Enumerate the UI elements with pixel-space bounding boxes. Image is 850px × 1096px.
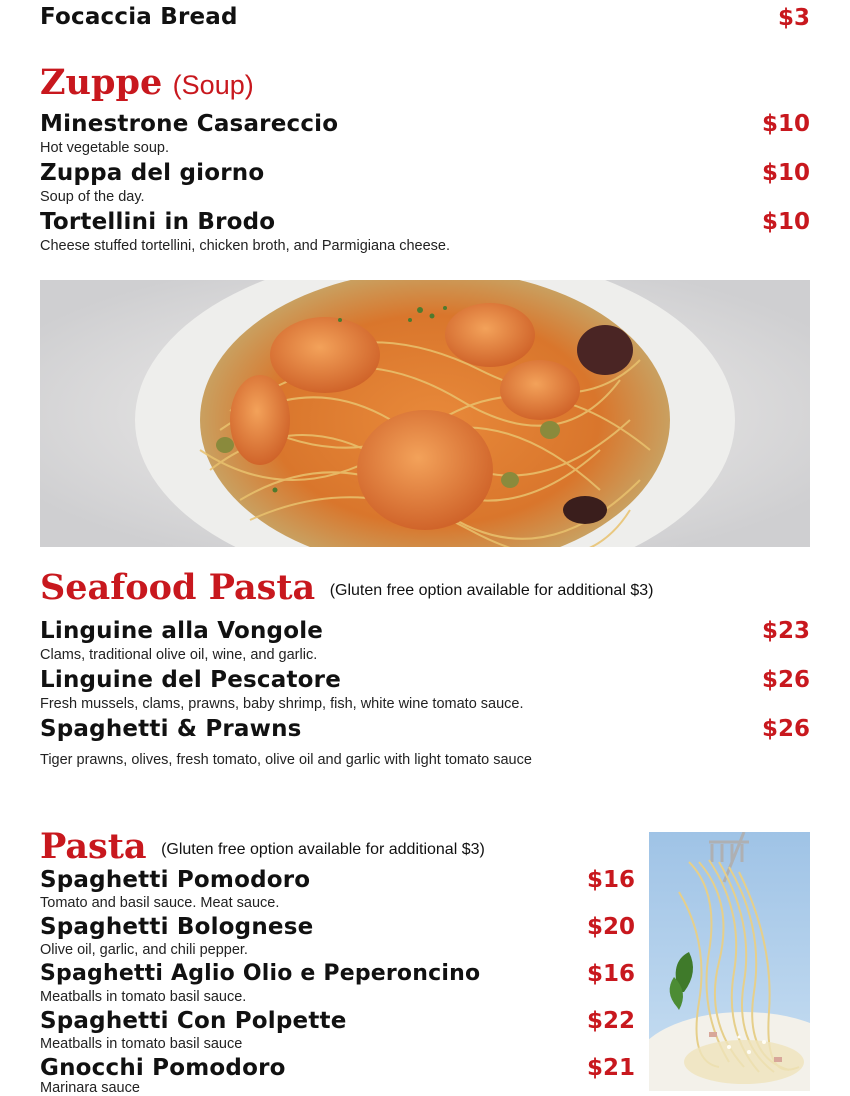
menu-item-name: Spaghetti Pomodoro (40, 867, 311, 893)
menu-item-desc: Tiger prawns, olives, fresh tomato, olive oil and garlic with light tomato sauce (40, 752, 532, 768)
menu-item-name: Minestrone Casareccio (40, 111, 339, 137)
menu-item-name: Spaghetti Bolognese (40, 914, 314, 940)
menu-item-name: Linguine alla Vongole (40, 618, 324, 644)
section-note-pasta: (Gluten free option available for additional $3) (161, 841, 485, 858)
menu-item-price: $26 (761, 667, 810, 693)
section-title-pasta: Pasta (40, 826, 147, 867)
menu-item-name: Zuppa del giorno (40, 160, 265, 186)
menu-item-price: $10 (761, 160, 810, 186)
menu-item-price: $23 (761, 618, 810, 644)
item-name-focaccia: Focaccia Bread (40, 4, 238, 30)
menu-item-desc: Hot vegetable soup. (40, 140, 169, 156)
section-title-seafood: Seafood Pasta (40, 567, 316, 608)
section-title-zuppe: Zuppe (40, 62, 163, 103)
menu-item-price: $20 (586, 914, 635, 940)
section-subtitle-zuppe: (Soup) (172, 70, 254, 100)
menu-item-price: $10 (761, 111, 810, 137)
section-header-seafood (40, 567, 653, 608)
menu-item-desc: Marinara sauce (40, 1080, 140, 1096)
spaghetti-on-fork-photo (649, 832, 810, 1091)
menu-item-price: $21 (586, 1055, 635, 1081)
section-note-seafood: (Gluten free option available for additional $3) (329, 582, 654, 599)
menu-item-desc: Cheese stuffed tortellini, chicken broth, and Parmigiana cheese. (40, 238, 451, 254)
menu-item-desc: Meatballs in tomato basil sauce (40, 1036, 243, 1052)
menu-item-desc: Clams, traditional olive oil, wine, and garlic. (40, 647, 318, 663)
price-focaccia: $3 (777, 5, 810, 31)
menu-item-price: $16 (586, 961, 635, 987)
menu-item-price: $16 (586, 867, 635, 893)
shrimp-spaghetti-photo (40, 280, 810, 547)
section-header-pasta (40, 826, 485, 867)
menu-item-desc: Soup of the day. (40, 189, 145, 205)
menu-item-name: Linguine del Pescatore (40, 667, 342, 693)
menu-item-name: Spaghetti Aglio Olio e Peperoncino (40, 961, 481, 986)
menu-item-name: Spaghetti & Prawns (40, 716, 302, 742)
menu-item-name: Tortellini in Brodo (40, 209, 276, 235)
menu-item-name: Gnocchi Pomodoro (40, 1055, 286, 1081)
section-header-zuppe (40, 62, 254, 103)
menu-item-price: $22 (586, 1008, 635, 1034)
menu-item-desc: Tomato and basil sauce. Meat sauce. (40, 895, 280, 911)
menu-item-desc: Olive oil, garlic, and chili pepper. (40, 942, 248, 958)
menu-item-name: Spaghetti Con Polpette (40, 1008, 347, 1034)
menu-item-price: $10 (761, 209, 810, 235)
menu-item-price: $26 (761, 716, 810, 742)
menu-item-desc: Meatballs in tomato basil sauce. (40, 989, 247, 1005)
menu-item-desc: Fresh mussels, clams, prawns, baby shrimp, fish, white wine tomato sauce. (40, 696, 524, 712)
